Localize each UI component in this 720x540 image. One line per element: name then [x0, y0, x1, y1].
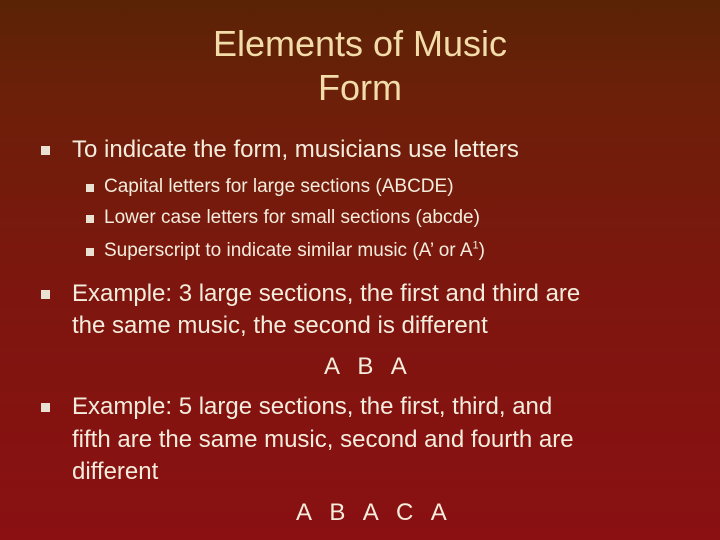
- title-line-1: Elements of Music: [212, 23, 508, 64]
- bullet-text-line: Example: 5 large sections, the first, third, and: [72, 393, 553, 420]
- sub-bullet-text-main: Superscript to indicate similar music (A’ or A: [104, 240, 473, 261]
- bullet-square-icon: [86, 184, 94, 192]
- bullet-square-icon: [41, 403, 50, 412]
- bullet-text-line: Example: 3 large sections, the first and third are: [72, 280, 581, 307]
- bullet-text-line: different: [72, 458, 159, 485]
- superscript: 1: [472, 239, 479, 252]
- form-pattern: A B A C A: [296, 499, 453, 526]
- form-pattern: A B A: [324, 353, 413, 380]
- bullet-square-icon: [86, 215, 94, 223]
- bullet-text-line: the same music, the second is different: [72, 312, 488, 339]
- slide-title: [0, 22, 720, 110]
- bullet-text-line: fifth are the same music, second and fourth are: [72, 426, 574, 453]
- title-line-2: Form: [318, 67, 402, 108]
- bullet-square-icon: [41, 290, 50, 299]
- bullet-square-icon: [41, 146, 50, 155]
- sub-bullet-text: Capital letters for large sections (ABCDE): [104, 176, 454, 197]
- bullet-square-icon: [86, 248, 94, 256]
- sub-bullet-text-end: ): [478, 240, 485, 261]
- sub-bullet-text: Lower case letters for small sections (abcde): [104, 207, 480, 228]
- bullet-text: To indicate the form, musicians use letters: [72, 136, 519, 163]
- sub-bullet-text: [104, 240, 485, 262]
